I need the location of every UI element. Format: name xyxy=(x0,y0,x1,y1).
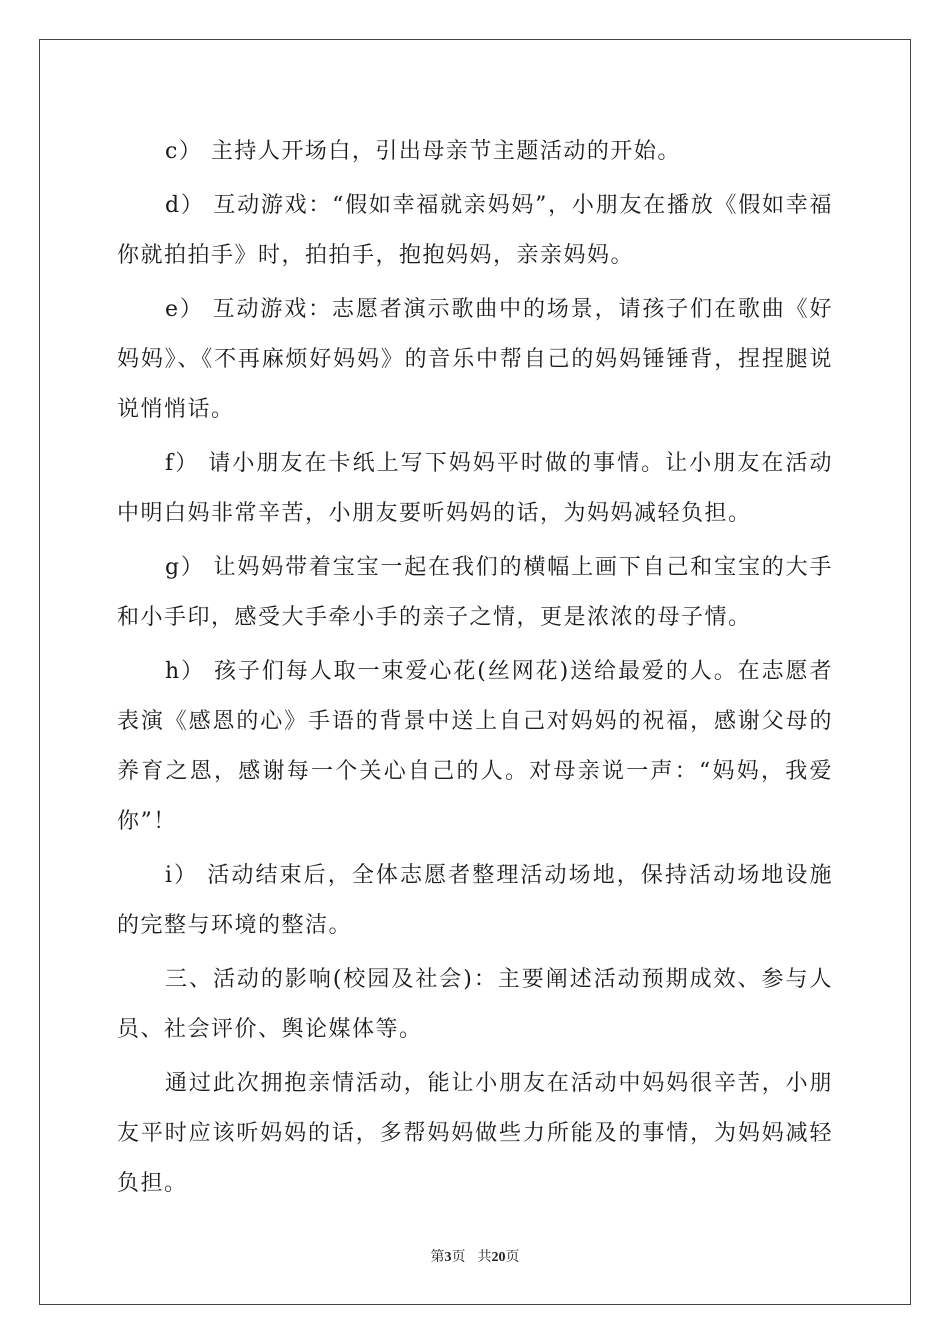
paragraph-e: e） 互动游戏：志愿者演示歌曲中的场景，请孩子们在歌曲《好妈妈》、《不再麻烦好妈妈》的音乐中帮自己的妈妈锤锤背，捏捏腿说说悄悄话。 xyxy=(117,297,833,422)
page-prefix: 第 xyxy=(430,1249,445,1265)
page-footer xyxy=(0,1247,950,1268)
paragraph-h: h） 孩子们每人取一束爱心花(丝网花)送给最爱的人。在志愿者表演《感恩的心》手语的背景中送上自己对妈妈的祝福，感谢父母的养育之恩，感谢每一个关心自己的人。对母亲说一声：“妈妈，我爱你”！ xyxy=(117,659,833,834)
section-three-heading: 三、活动的影响(校园及社会)：主要阐述活动预期成效、参与人员、社会评价、舆论媒体等。 xyxy=(117,967,833,1042)
document-body xyxy=(117,127,833,1213)
total-prefix: 共 xyxy=(477,1249,492,1265)
paragraph-f: f） 请小朋友在卡纸上写下妈妈平时做的事情。让小朋友在活动中明白妈非常辛苦，小朋友要听妈妈的话，为妈妈减轻负担。 xyxy=(117,451,833,526)
paragraph-g: g） 让妈妈带着宝宝一起在我们的横幅上画下自己和宝宝的大手和小手印，感受大手牵小手的亲子之情，更是浓浓的母子情。 xyxy=(117,555,833,630)
page-suffix: 页 xyxy=(451,1249,466,1265)
total-pages: 20 xyxy=(491,1250,506,1265)
page-number: 3 xyxy=(444,1250,452,1265)
paragraph-c: c） 主持人开场白，引出母亲节主题活动的开始。 xyxy=(165,139,681,164)
paragraph-conclusion: 通过此次拥抱亲情活动，能让小朋友在活动中妈妈很辛苦，小朋友平时应该听妈妈的话，多帮妈妈做些力所能及的事情，为妈妈减轻负担。 xyxy=(117,1071,833,1196)
paragraph-d: d） 互动游戏：“假如幸福就亲妈妈”，小朋友在播放《假如幸福你就拍拍手》时，拍拍手，抱抱妈妈，亲亲妈妈。 xyxy=(117,193,833,268)
paragraph-i: i） 活动结束后，全体志愿者整理活动场地，保持活动场地设施的完整与环境的整洁。 xyxy=(117,863,833,938)
total-suffix: 页 xyxy=(505,1249,520,1265)
